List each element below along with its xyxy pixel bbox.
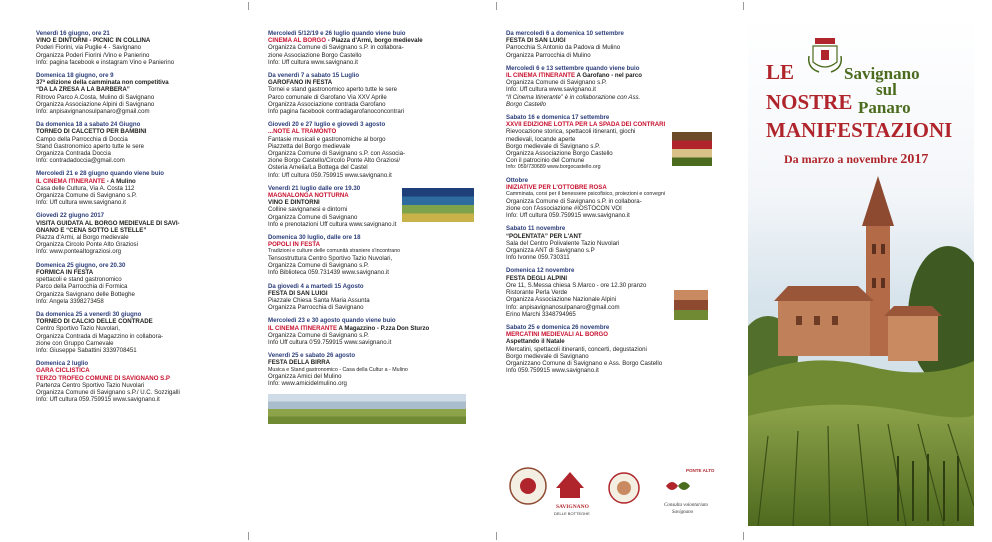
event-highlight-text: MERCATINI MEDIEVALI AL BORGO xyxy=(506,331,609,339)
date-range xyxy=(784,152,928,168)
event-detail-line: Tensostruttura Centro Sportivo Tazio Nuvolari, xyxy=(268,254,393,262)
event-date: Domenica 12 novembre xyxy=(506,267,575,275)
event-highlight-title xyxy=(36,367,248,381)
sponsor-logos xyxy=(506,464,736,524)
event-detail-line: Centro Sportivo Tazio Nuvolari, xyxy=(36,325,120,333)
magnalonga-thumbnail xyxy=(402,188,474,222)
event-detail-line: “Il Cinema Itinerante” è in collaborazione con Ass. xyxy=(506,93,641,101)
event-date: Da domenica 25 a venerdì 30 giugno xyxy=(36,310,142,318)
sponsor-logos-graphic xyxy=(506,464,736,524)
event-highlight-text: IL CINEMA ITINERANTE xyxy=(36,177,106,185)
event-highlight-suffix: A Magazzino - P.zza Don Sturzo xyxy=(337,324,430,332)
event-detail-line: Organizza Comune di Savignano xyxy=(268,213,358,221)
event-detail-line: Organizza Associazione contrada Garofano xyxy=(268,100,386,108)
event-highlight-suffix: A Garofano - nel parco xyxy=(575,72,643,80)
event-detail-line: Casa delle Cultura, Via A. Costa 112 xyxy=(36,184,135,192)
event-detail-line: Organizza Amici del Mulino xyxy=(268,373,342,381)
event-detail-line: Erino Marchi 3348794965 xyxy=(506,310,576,318)
event-item xyxy=(268,121,480,179)
event-detail-line: zione con Gruppo Carnevale xyxy=(36,339,114,347)
event-detail-line: Organizza Associazione Borgo Castello xyxy=(506,150,613,158)
event-detail-line: Info e prenotazioni Uff cultura www.savignano.it xyxy=(268,220,397,228)
event-detail-line: Organizza Comune di Savignano s.P. xyxy=(268,331,369,339)
event-detail-line: Parco comunale di Garofano Via XXV Aprile xyxy=(268,93,387,101)
crop-mark xyxy=(496,532,497,540)
event-detail-line: Poderi Fiorini, via Puglie 4 - Savignano xyxy=(36,44,142,52)
event-highlight-title xyxy=(268,241,480,248)
title-nostre: NOSTRE xyxy=(766,90,853,114)
title-le: LE xyxy=(766,60,795,84)
event-item xyxy=(36,121,248,164)
year: 2017 xyxy=(900,152,929,167)
event-detail-line: medievali, locande aperte xyxy=(506,135,576,143)
event-title: VINO E DINTORNI - PICNIC IN COLLINA xyxy=(36,37,151,45)
event-highlight-title xyxy=(506,184,718,191)
crop-mark xyxy=(248,532,249,540)
ponte-alto-text: PONTE ALTO xyxy=(686,468,715,473)
event-detail-line: Organizzano Comune di Savignano e Ass. Borgo Castello xyxy=(506,359,663,367)
event-detail-line: Organizza Comune di Savignano s.P. in collabora- xyxy=(268,44,404,52)
event-highlight-text: XXVII EDIZIONE LOTTA PER LA SPADA DEI CONTRARI xyxy=(506,121,666,129)
event-detail-line: Organizza Associazione Alpini di Savignano xyxy=(36,100,155,108)
event-item xyxy=(268,283,480,312)
event-date: Da venerdì 7 a sabato 15 Luglio xyxy=(268,72,360,80)
event-highlight-title xyxy=(268,37,480,44)
event-date: Giovedì 22 giugno 2017 xyxy=(36,212,105,220)
event-detail-line: Organizza Contrada di Magazzino in collabora- xyxy=(36,332,164,340)
event-item xyxy=(268,317,480,346)
event-title: GAROFANO IN FESTA xyxy=(268,79,333,87)
event-item xyxy=(36,212,248,255)
title-savignano: Savignano xyxy=(844,64,920,83)
event-title: 37ª edizione della camminata non competitiva “DA LA ZRESA A LA BARBERA” xyxy=(36,79,169,94)
event-detail-line: Rievocazione storica, spettacoli itineranti, giochi xyxy=(506,128,636,136)
event-detail-line: Info pagina facebook contradagarofanoconcontrari xyxy=(268,108,405,116)
crop-mark xyxy=(496,2,497,10)
event-date: Domenica 18 giugno, ore 9 xyxy=(36,72,114,80)
event-detail-line: zione Borgo Castello/Circolo Ponte Alto Graziosi/ xyxy=(268,157,401,165)
event-title: VINO E DINTORNI xyxy=(268,199,320,207)
event-detail-line: Info: pagina facebook e instagram Vino e Panierino xyxy=(36,58,175,66)
event-detail-line: Info: anpisavignanosulpanaro@gmail.com xyxy=(36,108,150,116)
event-detail-line: Organizza Comune di Savignano s.P. xyxy=(36,192,137,200)
event-detail-line: Stand Gastronomico aperto tutte le sere xyxy=(36,142,145,150)
events-column-1 xyxy=(36,30,248,409)
event-date: Domenica 30 luglio, dalle ore 18 xyxy=(268,234,361,242)
event-detail-line: Organizza Comune di Savignano s.P. xyxy=(268,262,369,270)
event-date: Da mercoledì 6 a domenica 10 settembre xyxy=(506,30,624,37)
event-detail-line: Info: Uff cultura www.savignano.it xyxy=(36,199,126,207)
event-detail-line: Info Uff cultura 0'59.759915 www.savignano.it xyxy=(268,339,392,347)
consulta-sub: Savignano xyxy=(672,510,694,515)
event-highlight-title xyxy=(36,178,248,185)
event-item xyxy=(506,114,718,171)
event-detail-line: Borgo medievale di Savignano s.P. xyxy=(506,142,601,150)
event-highlight-title xyxy=(506,121,718,128)
event-highlight-suffix: - A Mulino xyxy=(105,177,136,185)
mulino-landscape-photo xyxy=(268,394,466,424)
event-date: Venerdì 21 luglio dalle ore 19.30 xyxy=(268,184,361,192)
event-highlight-title xyxy=(268,128,480,135)
event-title: “POLENTATA” PER L'ANT xyxy=(506,232,582,240)
events-column-3 xyxy=(506,30,718,380)
event-detail-line: Organizza Savignano delle Botteghe xyxy=(36,290,135,298)
savignano-logo-sub: DELLE BOTTEGHE xyxy=(554,511,590,516)
event-detail-line: Organizza Associazione Nazionale Alpini xyxy=(506,296,617,304)
event-item xyxy=(506,65,718,108)
event-detail-line: Info: Angela 3398273458 xyxy=(36,297,104,305)
event-date: Domenica 2 luglio xyxy=(36,360,89,368)
event-highlight-text: ...NOTE AL TRAMONTO xyxy=(268,128,337,136)
event-info-line: Info: 059/730689 www.borgocastello.org xyxy=(506,164,601,171)
event-date: Mercoledì 5/12/19 e 26 luglio quando viene buio xyxy=(268,30,406,37)
event-date: Da domenica 18 a sabato 24 Giugno xyxy=(36,121,141,129)
event-detail-line: Borgo Castello xyxy=(506,100,546,108)
event-item xyxy=(506,324,718,374)
event-detail-line: Info: Uff cultura www.savignano.it xyxy=(268,58,358,66)
mercatini-thumbnail xyxy=(674,290,708,320)
event-detail-line: Info: Uff cultura 059.759915 www.savignano.it xyxy=(506,212,630,220)
event-highlight-suffix: - Piazza d'Armi, borgo medievale xyxy=(326,37,423,45)
event-highlight-text: IL CINEMA ITINERANTE xyxy=(506,72,576,80)
event-date: Mercoledì 21 e 28 giugno quando viene buio xyxy=(36,170,164,178)
event-detail-line: Borgo medievale di Savignano xyxy=(506,352,589,360)
event-item xyxy=(268,30,480,66)
event-detail-line: Organizza ANT di Savignano s.P xyxy=(506,247,595,255)
event-title: VISITA GUIDATA AL BORGO MEDIEVALE DI SAVI- GNANO E “CENA SOTTO LE STELLE” xyxy=(36,219,180,234)
event-item xyxy=(506,30,718,59)
event-date: Venerdì 16 giugno, ore 21 xyxy=(36,30,110,37)
crop-mark xyxy=(743,2,744,10)
event-detail-line: Ristorante Perla Verde xyxy=(506,289,568,297)
event-highlight-text: POPOLI IN FESTA xyxy=(268,241,321,249)
event-detail-line: Campo della Parrocchia di Doccia xyxy=(36,135,128,143)
crop-mark xyxy=(743,532,744,540)
event-date: Mercoledì 6 e 13 settembre quando viene buio xyxy=(506,64,640,72)
event-detail-line: Parrocchia S.Antonio da Padova di Mulino xyxy=(506,44,621,52)
event-date: Domenica 25 giugno, ore 20.30 xyxy=(36,261,126,269)
crop-mark xyxy=(248,2,249,10)
event-date: Da giovedì 4 a martedì 15 Agosto xyxy=(268,282,364,290)
event-detail-line: Info: www.amicidelmulino.org xyxy=(268,380,347,388)
event-title: FESTA DI SAN LUIGI xyxy=(506,37,566,45)
event-item xyxy=(506,177,718,220)
event-item xyxy=(268,72,480,115)
event-detail-line: Info: anpisavignanosulpanaro@gmail.com xyxy=(506,303,620,311)
event-detail-line: Ore 11, S.Messa chiesa S.Marco - ore 12.30 pranzo xyxy=(506,281,647,289)
event-highlight-text: GARA CICLISTICA TERZO TROFEO COMUNE DI SAVIGNANO S.P xyxy=(36,367,170,382)
event-title: FESTA DELLA BIRRA xyxy=(268,359,331,367)
event-detail-line: Organizza Poderi Fiorini /Vino e Panierino xyxy=(36,51,150,59)
event-item xyxy=(36,30,248,66)
event-detail-line: Info: Uff cultura 059.759915 www.savignano.it xyxy=(36,396,160,404)
event-date: Venerdì 25 e sabato 26 agosto xyxy=(268,352,356,360)
event-title: FORMICA IN FESTA xyxy=(36,268,94,276)
event-date: Ottobre xyxy=(506,176,529,184)
event-subtitle: Musica e Stand gastronomico - Casa della Cultur a - Mulino xyxy=(268,366,408,373)
event-detail-line: zione Associazione Borgo Castello xyxy=(268,51,362,59)
event-date: Sabato 25 e domenica 26 novembre xyxy=(506,323,610,331)
event-item xyxy=(268,185,480,228)
event-item xyxy=(36,170,248,206)
event-title: TORNEO DI CALCIO DELLE CONTRADE xyxy=(36,318,153,326)
event-highlight-text: CINEMA AL BORGO xyxy=(268,37,327,45)
event-item xyxy=(506,225,718,261)
event-detail-line: Parco della Parrocchia di Formica xyxy=(36,283,128,291)
event-item xyxy=(36,360,248,403)
event-date: Sabato 11 novembre xyxy=(506,225,566,233)
event-title: FESTA DI SAN LUIGI xyxy=(268,289,328,297)
event-detail-line: Colline savignanesi e dintorni xyxy=(268,206,348,214)
event-item xyxy=(268,234,480,277)
cover-panel xyxy=(748,16,974,526)
event-title: FESTA DEGLI ALPINI xyxy=(506,274,568,282)
event-detail-line: Info: contradadoccia@gmail.com xyxy=(36,157,125,165)
event-detail-line: Organizza Comune di Savignano s.P./ U.C. Sozzigalli xyxy=(36,388,180,396)
event-detail-line: Organizza Circolo Ponte Alto Graziosi xyxy=(36,241,138,249)
event-detail-line: Ritrovo Parco A.Costa, Mulino di Savignano xyxy=(36,93,155,101)
event-title: Aspettando il Natale xyxy=(506,338,565,346)
event-detail-line: Info: Giuseppe Sabattini 3339708451 xyxy=(36,346,137,354)
event-item xyxy=(268,352,480,387)
event-detail-line: Info: Uff cultura 059.759915 www.savignano.it xyxy=(268,171,392,179)
event-title: TORNEO DI CALCETTO PER BAMBINI xyxy=(36,128,147,136)
event-detail-line: Organizza Contrada Doccia xyxy=(36,150,111,158)
event-item xyxy=(36,311,248,354)
title-sul: sul xyxy=(876,80,897,99)
event-detail-line: zione con l'Associazione #IOSTOCON VOI xyxy=(506,205,622,213)
event-detail-line: Osteria Amelia/La Bottega del Castel xyxy=(268,164,368,172)
event-detail-line: spettacoli e stand gastronomico xyxy=(36,276,122,284)
event-detail-line: Con il patrocinio del Comune xyxy=(506,157,585,165)
event-highlight-text: IL CINEMA ITINERANTE xyxy=(268,324,338,332)
event-detail-line: Organizza Comune di Savignano s.P. xyxy=(506,79,607,87)
event-detail-line: Piazzetta del Borgo medievale xyxy=(268,142,351,150)
event-highlight-title xyxy=(506,331,718,338)
savignano-logo-text: SAVIGNANO xyxy=(556,504,589,510)
event-detail-line: Fantasie musicali e gastronomiche al borgo xyxy=(268,135,386,143)
lotta-spada-thumbnail xyxy=(672,132,712,166)
event-detail-line: Organizza Comune di Savignano s.P. in collabora- xyxy=(506,197,642,205)
event-item xyxy=(36,72,248,115)
event-date: Mercoledì 23 e 30 agosto quando viene buio xyxy=(268,317,396,325)
date-range-text: Da marzo a novembre xyxy=(784,152,898,166)
title-manifestazioni: MANIFESTAZIONI xyxy=(766,118,953,142)
event-highlight-title xyxy=(268,325,480,332)
event-detail-line: Info: www.ponteaItograziosi.org xyxy=(36,248,122,256)
event-detail-line: Tornei e stand gastronomico aperto tutte le sere xyxy=(268,86,398,94)
event-detail-line: Organizza Comune di Savignano s.P. con Associa- xyxy=(268,150,406,158)
cover-title xyxy=(748,16,974,196)
savignano-botteghe-logo xyxy=(556,472,584,488)
event-detail-line: Info Ivonne 059.730311 xyxy=(506,254,570,262)
title-panaro: Panaro xyxy=(858,98,911,117)
event-item xyxy=(36,262,248,305)
event-detail-line: Sala del Centro Polivalente Tazio Nuvolari xyxy=(506,239,620,247)
event-subtitle: Camminata, corsi per il benessere psicofisico, proiezioni e convegni xyxy=(506,191,665,198)
event-detail-line: Partenza Centro Sportivo Tazio Nuvolari xyxy=(36,381,145,389)
event-subtitle: Tradizioni e culture delle comunità straniere s'incontrano xyxy=(268,248,401,255)
event-highlight-title xyxy=(506,72,718,79)
event-highlight-text: INIZIATIVE PER L'OTTOBRE ROSA xyxy=(506,184,607,192)
event-detail-line: Organizza Parrocchia di Savignano xyxy=(268,304,364,312)
event-detail-line: Info Biblioteca 059.731439 www.savignano.it xyxy=(268,269,389,277)
event-detail-line: Mercatini, spettacoli itineranti, concerti, degustazioni xyxy=(506,345,647,353)
event-detail-line: Piazzale Chiesa Santa Maria Assunta xyxy=(268,297,370,304)
event-date: Sabato 16 e domenica 17 settembre xyxy=(506,114,610,122)
event-detail-line: Info: Uff cultura www.savignano.it xyxy=(506,86,596,94)
event-detail-line: Piazza d'Armi, al Borgo medievale xyxy=(36,234,129,242)
consulta-logo xyxy=(666,482,678,490)
events-column-2 xyxy=(268,30,480,424)
event-detail-line: Organizza Parrocchia di Mulino xyxy=(506,51,591,59)
event-highlight-text: MAGNALONGA NOTTURNA xyxy=(268,192,349,200)
event-date: Giovedì 20 e 27 luglio e giovedì 3 agosto xyxy=(268,121,386,129)
consulta-text: Consulta volontariato xyxy=(664,503,709,508)
event-detail-line: Info 059.759915 www.savignano.it xyxy=(506,367,599,375)
